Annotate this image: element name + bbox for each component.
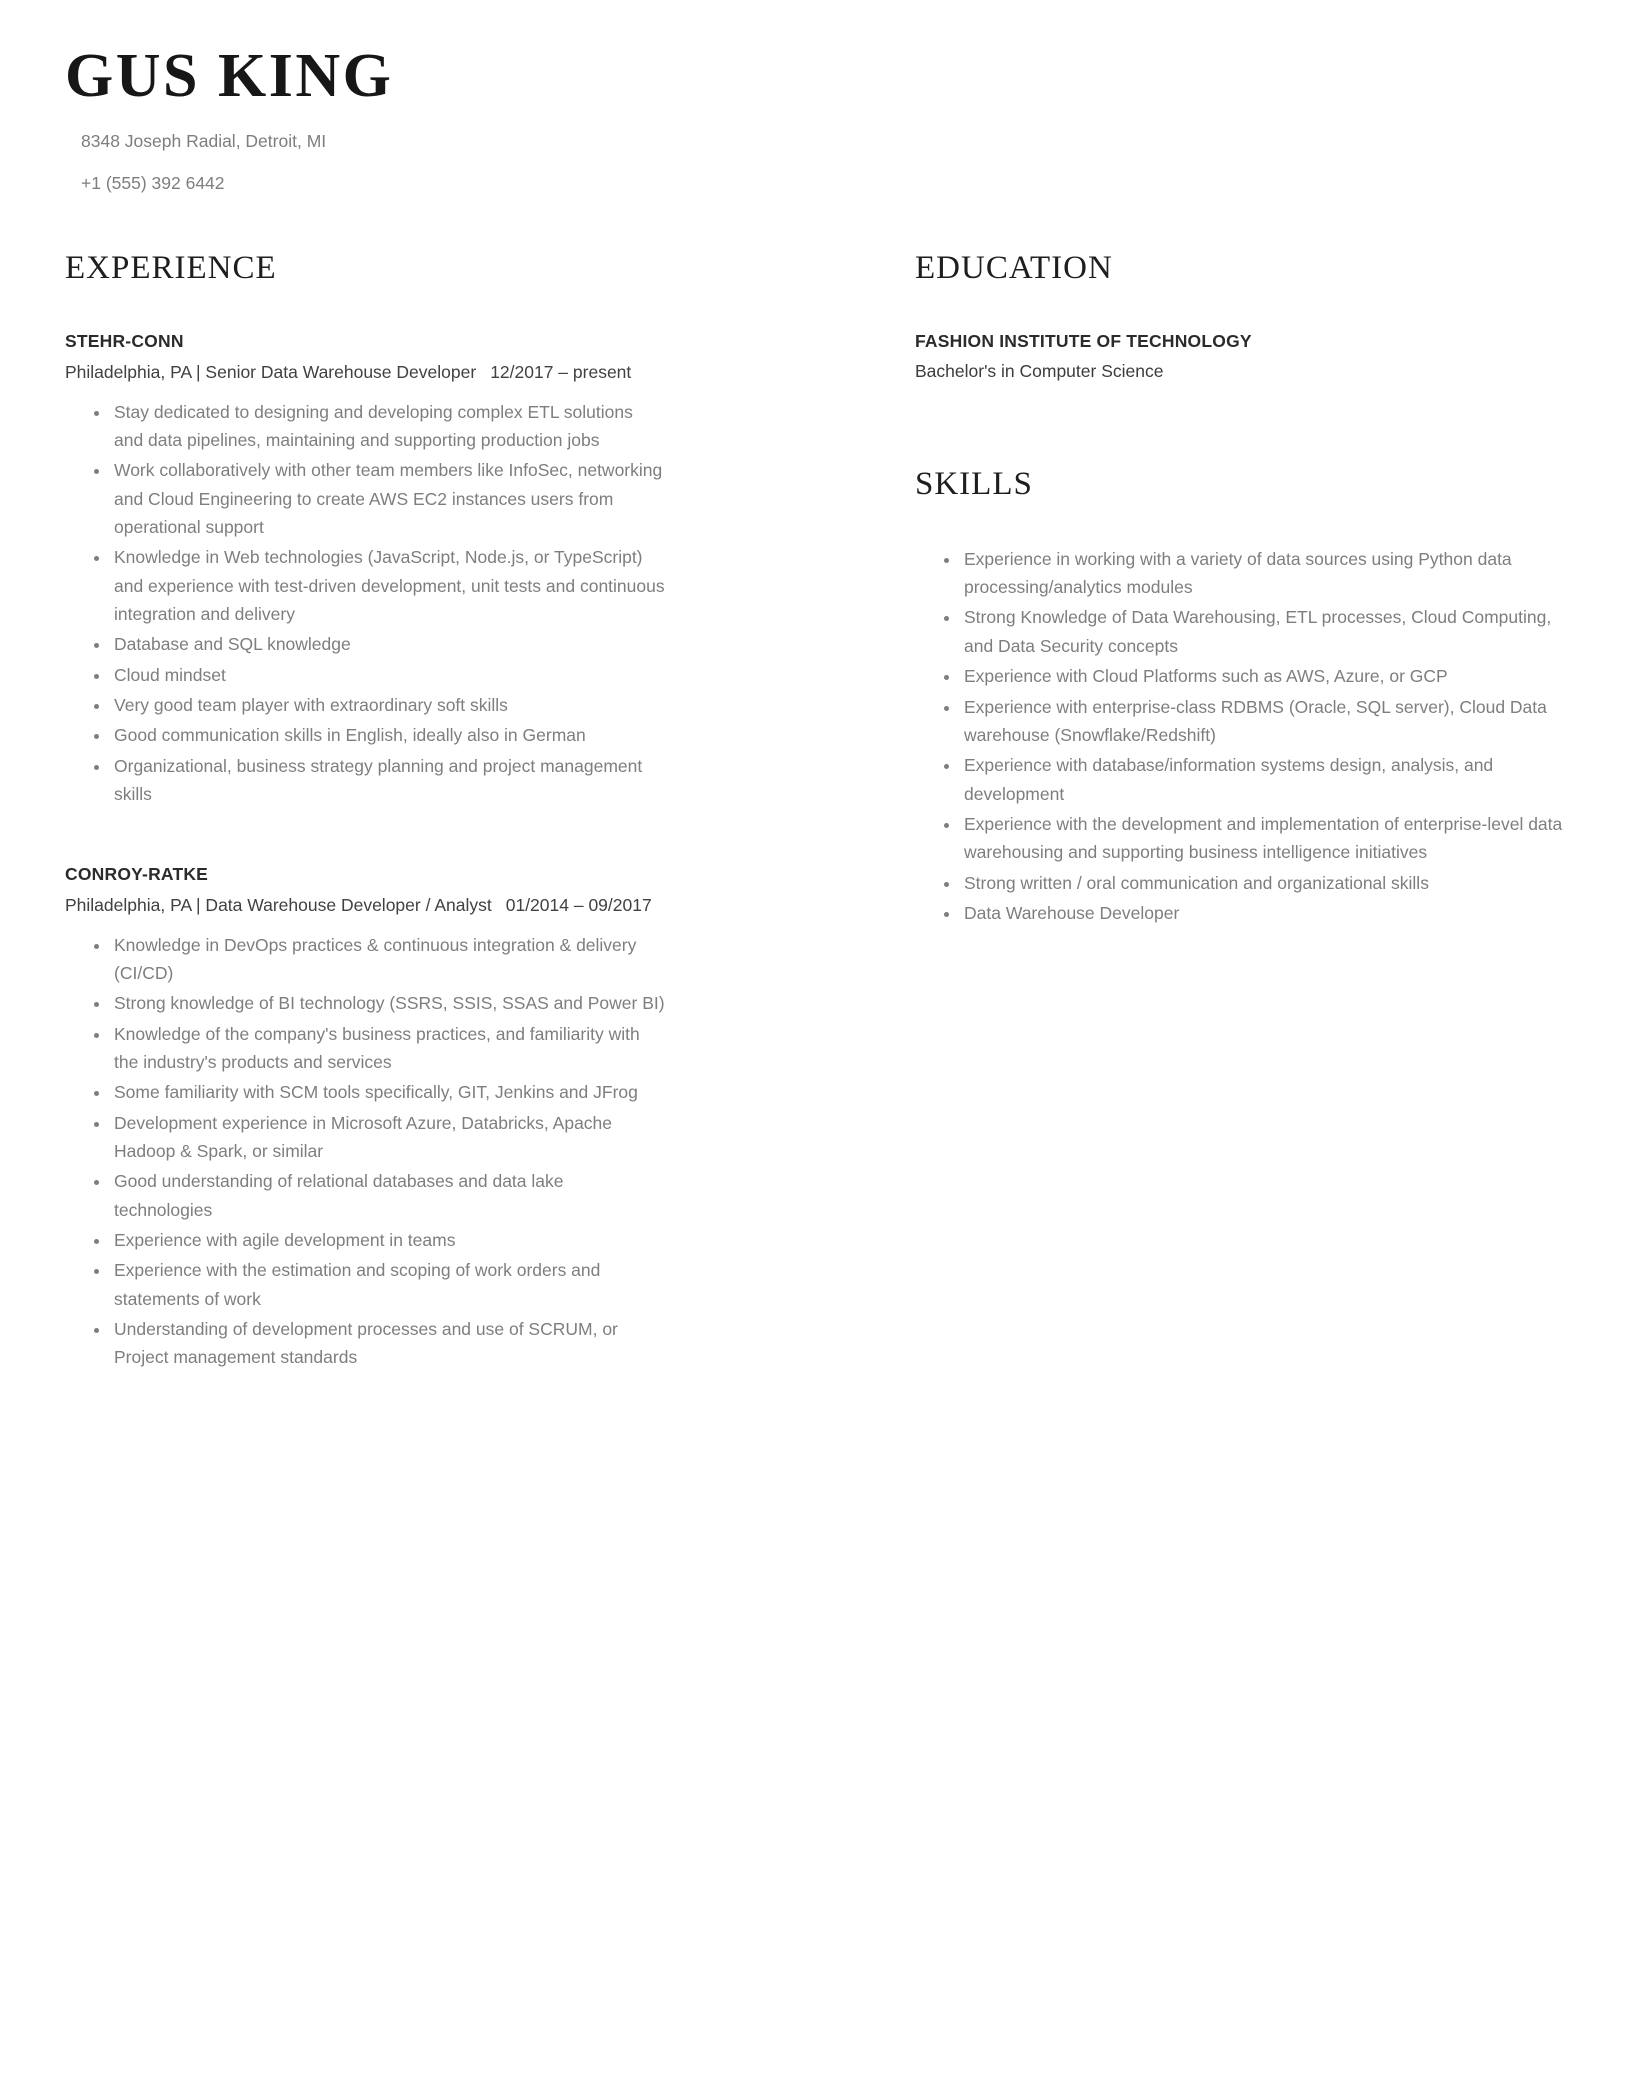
experience-column bbox=[65, 250, 665, 1372]
bullet-item: • Organizational, business strategy planning and project management skills bbox=[111, 752, 665, 809]
skills-list bbox=[915, 545, 1565, 927]
job-location-role: Philadelphia, PA | Data Warehouse Developer / Analyst bbox=[65, 895, 492, 916]
job-bullet-list bbox=[65, 398, 665, 809]
job-bullet-list bbox=[65, 931, 665, 1372]
bullet-item: • Experience with agile development in teams bbox=[111, 1226, 665, 1254]
person-name: GUS KING bbox=[65, 42, 394, 110]
address-line: 8348 Joseph Radial, Detroit, MI bbox=[81, 131, 327, 152]
company-name: CONROY-RATKE bbox=[65, 864, 209, 885]
bullet-item: • Strong written / oral communication and organizational skills bbox=[961, 869, 1565, 897]
bullet-item: • Experience with the development and implementation of enterprise-level data warehousing and supporting business intelligence initiatives bbox=[961, 810, 1565, 867]
bullet-item: • Experience with enterprise-class RDBMS (Oracle, SQL server), Cloud Data warehouse (Snowflake/Redshift) bbox=[961, 693, 1565, 750]
bullet-item: • Experience in working with a variety of data sources using Python data processing/analytics modules bbox=[961, 545, 1565, 602]
bullet-item: • Knowledge of the company's business practices, and familiarity with the industry's products and services bbox=[111, 1020, 665, 1077]
skills-section-title: SKILLS bbox=[915, 466, 1033, 503]
job-entry-stehr-conn bbox=[65, 331, 665, 808]
bullet-item: • Data Warehouse Developer bbox=[961, 899, 1565, 927]
bullet-item: • Knowledge in Web technologies (JavaScript, Node.js, or TypeScript) and experience with test-driven development, unit tests and continuous integration and delivery bbox=[111, 543, 665, 628]
education-entry bbox=[915, 331, 1565, 382]
job-dates: 01/2014 – 09/2017 bbox=[505, 895, 652, 916]
bullet-item: • Good communication skills in English, ideally also in German bbox=[111, 721, 665, 749]
company-name: STEHR-CONN bbox=[65, 331, 184, 352]
school-name: FASHION INSTITUTE OF TECHNOLOGY bbox=[915, 331, 1252, 352]
bullet-item: • Experience with the estimation and scoping of work orders and statements of work bbox=[111, 1256, 665, 1313]
resume-columns bbox=[65, 250, 1565, 1372]
bullet-item: • Experience with database/information systems design, analysis, and development bbox=[961, 751, 1565, 808]
job-location-role: Philadelphia, PA | Senior Data Warehouse Developer bbox=[65, 362, 477, 383]
bullet-item: • Experience with Cloud Platforms such as AWS, Azure, or GCP bbox=[961, 662, 1565, 690]
job-meta-line bbox=[65, 892, 665, 919]
bullet-item: • Development experience in Microsoft Azure, Databricks, Apache Hadoop & Spark, or similar bbox=[111, 1109, 665, 1166]
bullet-item: • Strong Knowledge of Data Warehousing, ETL processes, Cloud Computing, and Data Security concepts bbox=[961, 603, 1565, 660]
experience-section-title: EXPERIENCE bbox=[65, 250, 277, 287]
education-section-title: EDUCATION bbox=[915, 250, 1113, 287]
bullet-item: • Understanding of development processes and use of SCRUM, or Project management standards bbox=[111, 1315, 665, 1372]
bullet-item: • Good understanding of relational databases and data lake technologies bbox=[111, 1167, 665, 1224]
job-meta-line bbox=[65, 359, 665, 386]
job-dates: 12/2017 – present bbox=[490, 362, 632, 383]
resume-header bbox=[65, 42, 1565, 194]
bullet-item: • Work collaboratively with other team members like InfoSec, networking and Cloud Engineering to create AWS EC2 instances users from operational support bbox=[111, 456, 665, 541]
bullet-item: • Some familiarity with SCM tools specifically, GIT, Jenkins and JFrog bbox=[111, 1078, 665, 1106]
bullet-item: • Strong knowledge of BI technology (SSRS, SSIS, SSAS and Power BI) bbox=[111, 989, 665, 1017]
bullet-item: • Very good team player with extraordinary soft skills bbox=[111, 691, 665, 719]
education-skills-column bbox=[915, 250, 1565, 1372]
bullet-item: • Stay dedicated to designing and developing complex ETL solutions and data pipelines, maintaining and supporting production jobs bbox=[111, 398, 665, 455]
bullet-item: • Knowledge in DevOps practices & continuous integration & delivery (CI/CD) bbox=[111, 931, 665, 988]
bullet-item: • Cloud mindset bbox=[111, 661, 665, 689]
job-entry-conroy-ratke bbox=[65, 864, 665, 1371]
bullet-item: • Database and SQL knowledge bbox=[111, 630, 665, 658]
degree: Bachelor's in Computer Science bbox=[915, 361, 1164, 382]
phone-line: +1 (555) 392 6442 bbox=[81, 173, 225, 194]
